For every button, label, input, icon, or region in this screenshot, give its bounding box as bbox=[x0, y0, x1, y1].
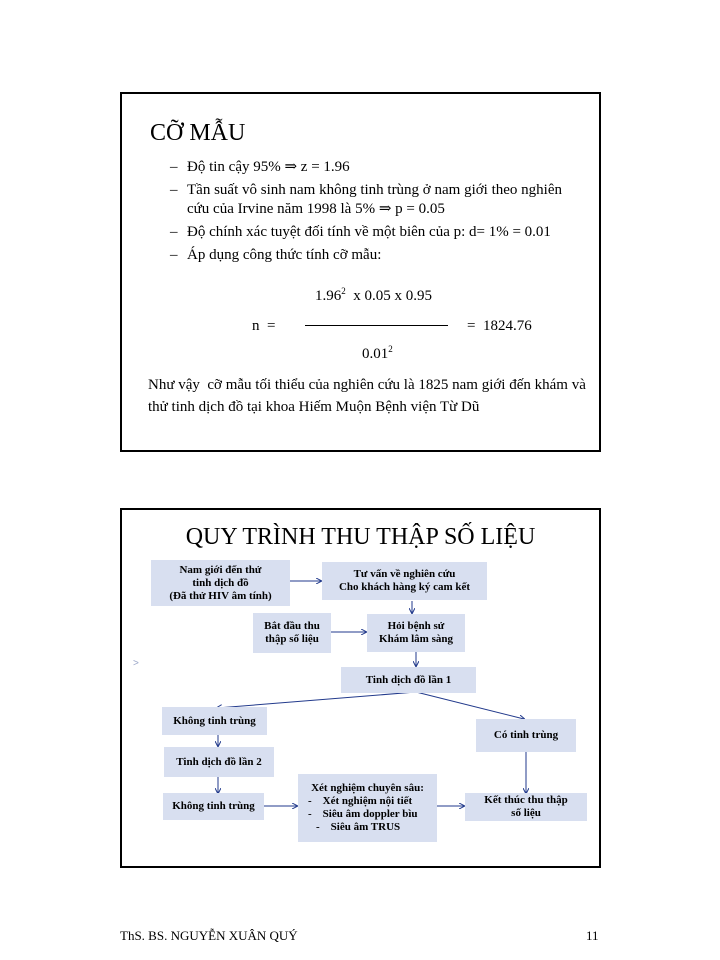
formula-denominator: 0.01$^2$ bbox=[362, 344, 393, 362]
flow-box-consult: Tư vấn về nghiên cứu Cho khách hàng ký cam kết bbox=[322, 562, 487, 600]
slide-sample-size bbox=[120, 92, 601, 452]
page-number: 11 bbox=[586, 928, 599, 943]
flow-box-start: Nam giới đến thử tinh dịch đồ (Đã thử HIV âm tính) bbox=[151, 560, 290, 606]
bullet-item: – Tần suất vô sinh nam không tinh trùng ở nam giới theo nghiên cứu của Irvine năm 1998 là 5% ⇒ p = 0.05 bbox=[170, 182, 562, 217]
flow-box-end: Kết thúc thu thập số liệu bbox=[465, 793, 587, 821]
fraction-bar bbox=[305, 325, 448, 326]
bullet-marker: – bbox=[170, 182, 178, 198]
flow-box-deep-tests: Xét nghiệm chuyên sâu: - Xét nghiệm nội tiết - Siêu âm doppler bìu - Siêu âm TRUS bbox=[298, 774, 437, 842]
formula-numerator: 1.96$^2$ x 0.05 x 0.95 bbox=[315, 286, 432, 304]
slide-title: CỠ MẪU bbox=[150, 120, 246, 146]
formula-result: = 1824.76 bbox=[467, 318, 532, 334]
flow-box-begin: Bắt đầu thu thập số liệu bbox=[253, 613, 331, 653]
bullet-marker: – bbox=[170, 224, 178, 240]
bullet-marker: – bbox=[170, 159, 178, 175]
slide-title: QUY TRÌNH THU THẬP SỐ LIỆU bbox=[185, 524, 536, 550]
stray-mark: > bbox=[133, 658, 139, 669]
bullet-item: – Áp dụng công thức tính cỡ mẫu: bbox=[170, 247, 382, 263]
conclusion-text: Như vậy cỡ mẫu tối thiểu của nghiên cứu là 1825 nam giới đến khám và thử tinh dịch đồ tại khoa Hiếm Muộn Bệnh viện Từ Dũ bbox=[148, 377, 590, 415]
flow-box-history: Hỏi bệnh sử Khám lâm sàng bbox=[367, 614, 465, 652]
flow-box-semen-test-2: Tinh dịch đồ lần 2 bbox=[164, 747, 274, 777]
flow-box-semen-test-1: Tinh dịch đồ lần 1 bbox=[341, 667, 476, 693]
formula-lhs: n = bbox=[252, 318, 276, 334]
slide-data-collection-flow bbox=[120, 508, 601, 868]
footer-author: ThS. BS. NGUYỄN XUÂN QUÝ bbox=[120, 928, 298, 943]
bullet-list bbox=[170, 158, 580, 269]
flow-box-has-sperm: Có tinh trùng bbox=[476, 719, 576, 752]
flow-box-azoospermia-1: Không tinh trùng bbox=[162, 707, 267, 735]
bullet-item: – Độ tin cậy 95% ⇒ z = 1.96 bbox=[170, 159, 350, 175]
bullet-marker: – bbox=[170, 247, 178, 263]
bullet-item: – Độ chính xác tuyệt đối tính về một biên của p: d= 1% = 0.01 bbox=[170, 224, 551, 240]
arrow-semen1-to-azoo1 bbox=[217, 692, 416, 708]
flow-box-azoospermia-2: Không tinh trùng bbox=[163, 793, 264, 820]
arrow-semen1-to-sperm bbox=[416, 692, 524, 719]
